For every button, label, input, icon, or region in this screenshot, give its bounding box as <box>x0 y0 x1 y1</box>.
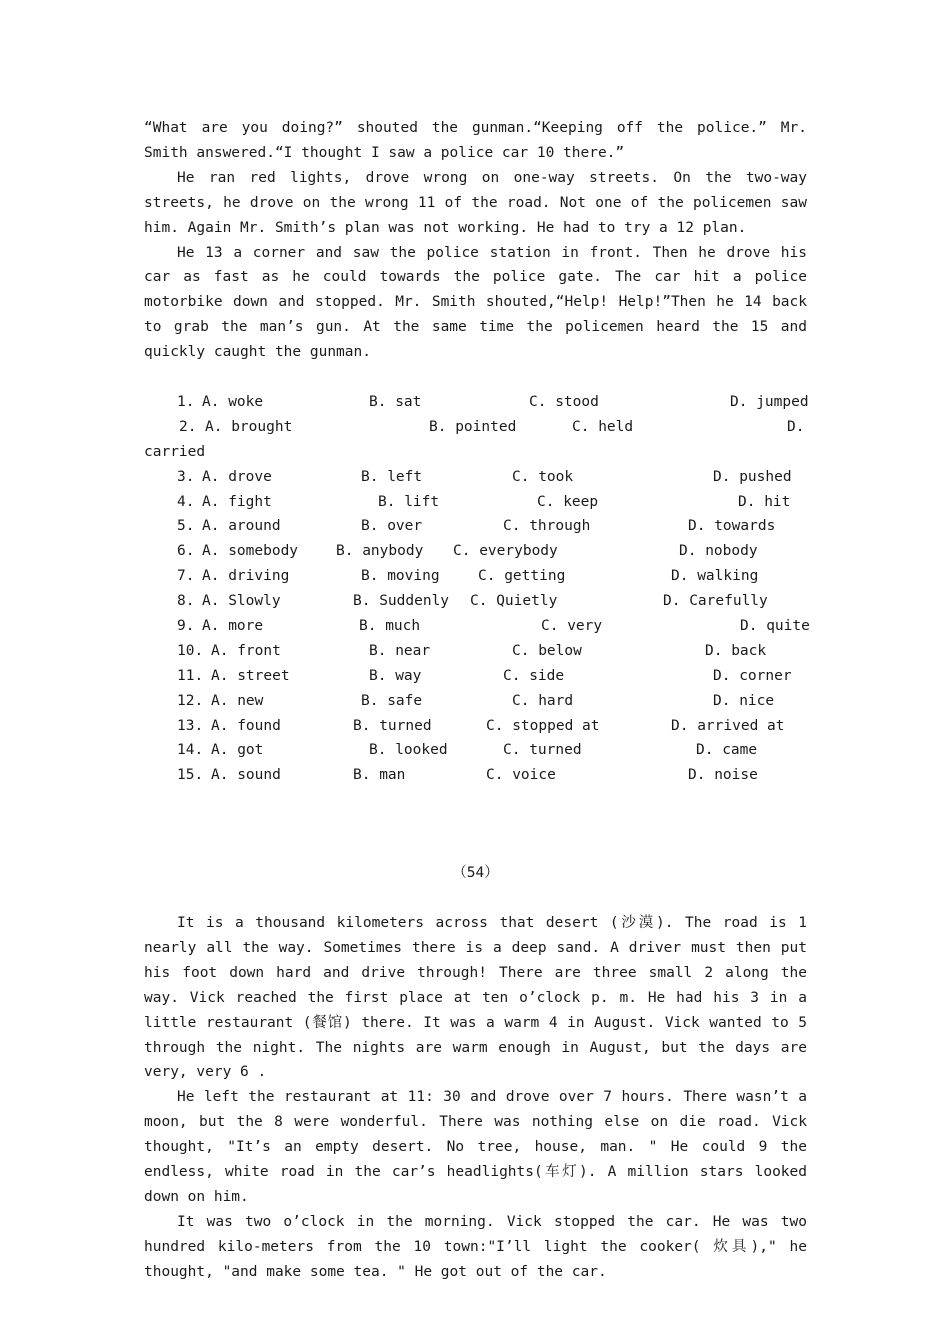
question-number: 14. <box>177 742 204 759</box>
option-d: D. nobody <box>679 543 758 560</box>
option-c: C. below <box>512 642 582 659</box>
question-number: 6. <box>177 543 195 560</box>
question-number: 12. <box>177 692 204 709</box>
option-c: C. stood <box>529 393 599 410</box>
section-number: （54） <box>452 865 499 882</box>
story2-paragraph-1: It is a thousand kilometers across that desert (沙漠). The road is 1 nearly all the way. Sometimes there is a deep sand. A driver must then put his foot down hard and drive through! There are three small 2 along the way. Vick reached the first place at ten o’clock p. m. He had his 3 in a little restaurant (餐馆) there. It was a warm 4 in August. Vick wanted to 5 through the night. The nights are warm enough in August, but the days are very, very 6 . <box>144 915 807 1081</box>
option-d: D. walking <box>671 568 759 585</box>
option-c: C. voice <box>486 767 556 784</box>
option-c: C. very <box>541 617 603 634</box>
option-b: B. man <box>353 767 406 784</box>
option-b: B. pointed <box>429 418 517 435</box>
question-row <box>144 639 807 664</box>
story1-paragraph-3: He 13 a corner and saw the police station in front. Then he drove his car as fast as he could towards the police gate. The car hit a police motorbike down and stopped. Mr. Smith shouted,“Help! Help!”Then he 14 back to grab the man’s gun. At the same time the policemen heard the 15 and quickly caught the gunman. <box>144 244 807 361</box>
question-options-list <box>144 390 810 788</box>
question-number: 9. <box>177 617 195 634</box>
option-b: B. turned <box>353 717 432 734</box>
question-row <box>144 689 807 714</box>
option-b: B. way <box>369 667 422 684</box>
option-c: C. turned <box>503 742 582 759</box>
question-row <box>144 390 807 415</box>
question-row <box>144 539 807 564</box>
option-d: D. back <box>705 642 767 659</box>
option-d: D. pushed <box>713 468 792 485</box>
question-number: 4. <box>177 493 195 510</box>
question-number: 15. <box>177 767 204 784</box>
option-d: D. hit <box>738 493 791 510</box>
option-a: A. driving <box>202 568 290 585</box>
option-b: B. safe <box>361 692 423 709</box>
option-a: A. around <box>202 518 281 535</box>
question-number: 5. <box>177 518 195 535</box>
option-b: B. lift <box>378 493 440 510</box>
question-number: 10. <box>177 642 204 659</box>
story2-paragraph-2: He left the restaurant at 11: 30 and drove over 7 hours. There wasn’t a moon, but the 8 were wonderful. There was nothing else on die road. Vick thought, "It’s an empty desert. No tree, house, man. " He could 9 the endless, white road in the car’s headlights(车灯). A million stars looked down on him. <box>144 1089 807 1205</box>
option-d: D. towards <box>688 518 776 535</box>
option-a: A. Slowly <box>202 593 281 610</box>
option-a: A. somebody <box>202 543 299 560</box>
option-d: D. nice <box>713 692 775 709</box>
question-number: 2. <box>179 418 197 435</box>
question-number: 13. <box>177 717 204 734</box>
question-number: 1. <box>177 393 195 410</box>
question-number: 11. <box>177 667 204 684</box>
option-b: B. anybody <box>336 543 424 560</box>
option-b: B. near <box>369 642 431 659</box>
option-d: D. came <box>696 742 758 759</box>
question-row <box>144 614 810 639</box>
option-d-continued: carried <box>144 443 206 460</box>
option-a: A. front <box>211 642 281 659</box>
option-c: C. took <box>512 468 574 485</box>
option-c: C. getting <box>478 568 566 585</box>
option-c: C. hard <box>512 692 574 709</box>
question-row <box>144 589 807 614</box>
option-c: C. held <box>572 418 634 435</box>
question-row <box>144 714 807 739</box>
story1-paragraph-2: He ran red lights, drove wrong on one-way streets. On the two-way streets, he drove on the wrong 11 of the road. Not one of the policemen saw him. Again Mr. Smith’s plan was not working. He had to try a 12 plan. <box>144 169 807 236</box>
option-a: A. fight <box>202 493 272 510</box>
option-b: B. sat <box>369 393 422 410</box>
question-row <box>144 763 807 788</box>
option-d: D. noise <box>688 767 758 784</box>
question-row <box>144 664 807 689</box>
option-a: A. drove <box>202 468 272 485</box>
question-row <box>144 514 807 539</box>
option-a: A. found <box>211 717 281 734</box>
question-row <box>144 738 807 763</box>
question-row <box>144 490 807 515</box>
question-row <box>144 465 807 490</box>
option-b: B. left <box>361 468 423 485</box>
option-d: D. jumped <box>730 393 809 410</box>
option-d: D. <box>787 418 805 435</box>
option-c: C. stopped at <box>486 717 600 734</box>
story2-paragraph-3: It was two o’clock in the morning. Vick stopped the car. He was two hundred kilo-meters from the 10 town:"I’ll light the cooker( 炊具)," he thought, "and make some tea. " He got out of the car. <box>144 1213 807 1280</box>
question-row <box>144 564 807 589</box>
option-b: B. moving <box>361 568 440 585</box>
question-number: 8. <box>177 593 195 610</box>
option-b: B. over <box>361 518 423 535</box>
option-a: A. sound <box>211 767 281 784</box>
question-row <box>144 415 807 465</box>
option-a: A. got <box>211 742 264 759</box>
option-c: C. Quietly <box>470 593 558 610</box>
option-c: C. through <box>503 518 591 535</box>
option-d: D. corner <box>713 667 792 684</box>
option-a: A. street <box>211 667 290 684</box>
option-a: A. more <box>202 617 264 634</box>
question-number: 3. <box>177 468 195 485</box>
story1-paragraph-1: “What are you doing?” shouted the gunman.“Keeping off the police.” Mr. Smith answered.“I thought I saw a police car 10 there.” <box>144 120 807 161</box>
option-a: A. woke <box>202 393 264 410</box>
question-number: 7. <box>177 568 195 585</box>
option-b: B. Suddenly <box>353 593 450 610</box>
option-a: A. brought <box>205 418 293 435</box>
option-d: D. quite <box>740 617 810 634</box>
option-d: D. Carefully <box>663 593 768 610</box>
option-c: C. keep <box>537 493 599 510</box>
option-d: D. arrived at <box>671 717 785 734</box>
option-b: B. much <box>359 617 421 634</box>
document-page <box>144 116 810 1285</box>
option-a: A. new <box>211 692 264 709</box>
option-c: C. side <box>503 667 565 684</box>
option-c: C. everybody <box>453 543 558 560</box>
option-b: B. looked <box>369 742 448 759</box>
